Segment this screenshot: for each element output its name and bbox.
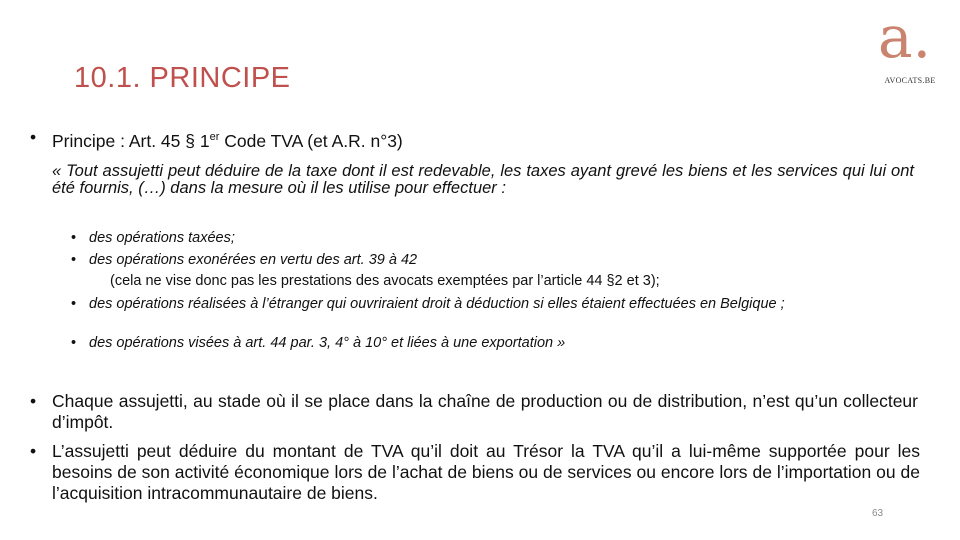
bullet-icon: • bbox=[71, 296, 77, 312]
sub-item-text: des opérations exonérées en vertu des art. 39 à 42 bbox=[89, 252, 418, 268]
bullet-deduction bbox=[30, 441, 920, 504]
exemption-note: (cela ne vise donc pas les prestations des avocats exemptées par l’article 44 §2 et 3); bbox=[110, 273, 660, 289]
bullet-icon: • bbox=[71, 230, 77, 246]
avocats-logo bbox=[872, 3, 948, 94]
sub-item bbox=[71, 296, 915, 313]
sub-item-text: des opérations taxées; bbox=[89, 230, 235, 246]
legal-quote: « Tout assujetti peut déduire de la taxe dont il est redevable, les taxes ayant grevé les biens et les services qui lui ont été fournis, (…) dans la mesure où il les utilise pour effectuer : bbox=[52, 162, 914, 197]
bullet-principe-sup: er bbox=[209, 131, 220, 143]
bullet-icon: • bbox=[30, 441, 37, 461]
sub-item-text: des opérations visées à art. 44 par. 3, 4° à 10° et liées à une exportation » bbox=[89, 335, 566, 351]
sub-item bbox=[71, 252, 915, 269]
sub-item bbox=[71, 230, 915, 247]
bullet-icon: • bbox=[71, 252, 77, 268]
sub-item-text: des opérations réalisées à l’étranger qui ouvriraient droit à déduction si elles étaient effectuées en Belgique ; bbox=[89, 296, 785, 312]
logo-letter: a. bbox=[878, 3, 932, 71]
bullet-principe-text: Principe : Art. 45 § 1 bbox=[52, 130, 210, 151]
sub-item bbox=[71, 335, 915, 352]
bullet-collecteur bbox=[30, 391, 918, 433]
bullet-principe-text-end: Code TVA (et A.R. n°3) bbox=[219, 130, 403, 151]
bullet-icon: • bbox=[71, 335, 77, 351]
bullet-icon: • bbox=[30, 391, 37, 411]
slide-title: 10.1. PRINCIPE bbox=[74, 62, 291, 94]
page-number: 63 bbox=[872, 508, 884, 519]
bullet-collecteur-text: Chaque assujetti, au stade où il se place dans la chaîne de production ou de distribution, n’est qu’un collecteur d’impôt. bbox=[52, 391, 918, 432]
bullet-principe bbox=[30, 127, 403, 152]
bullet-deduction-text: L’assujetti peut déduire du montant de TVA qu’il doit au Trésor la TVA qu’il a lui-même supportée pour les besoins de son activité économique lors de l’achat de biens ou de services ou encore lors de l’importation ou de l’acquisition intracommunautaire de biens. bbox=[52, 441, 920, 503]
logo-text: AVOCATS.BE bbox=[884, 76, 936, 85]
bullet-icon: • bbox=[30, 127, 37, 147]
